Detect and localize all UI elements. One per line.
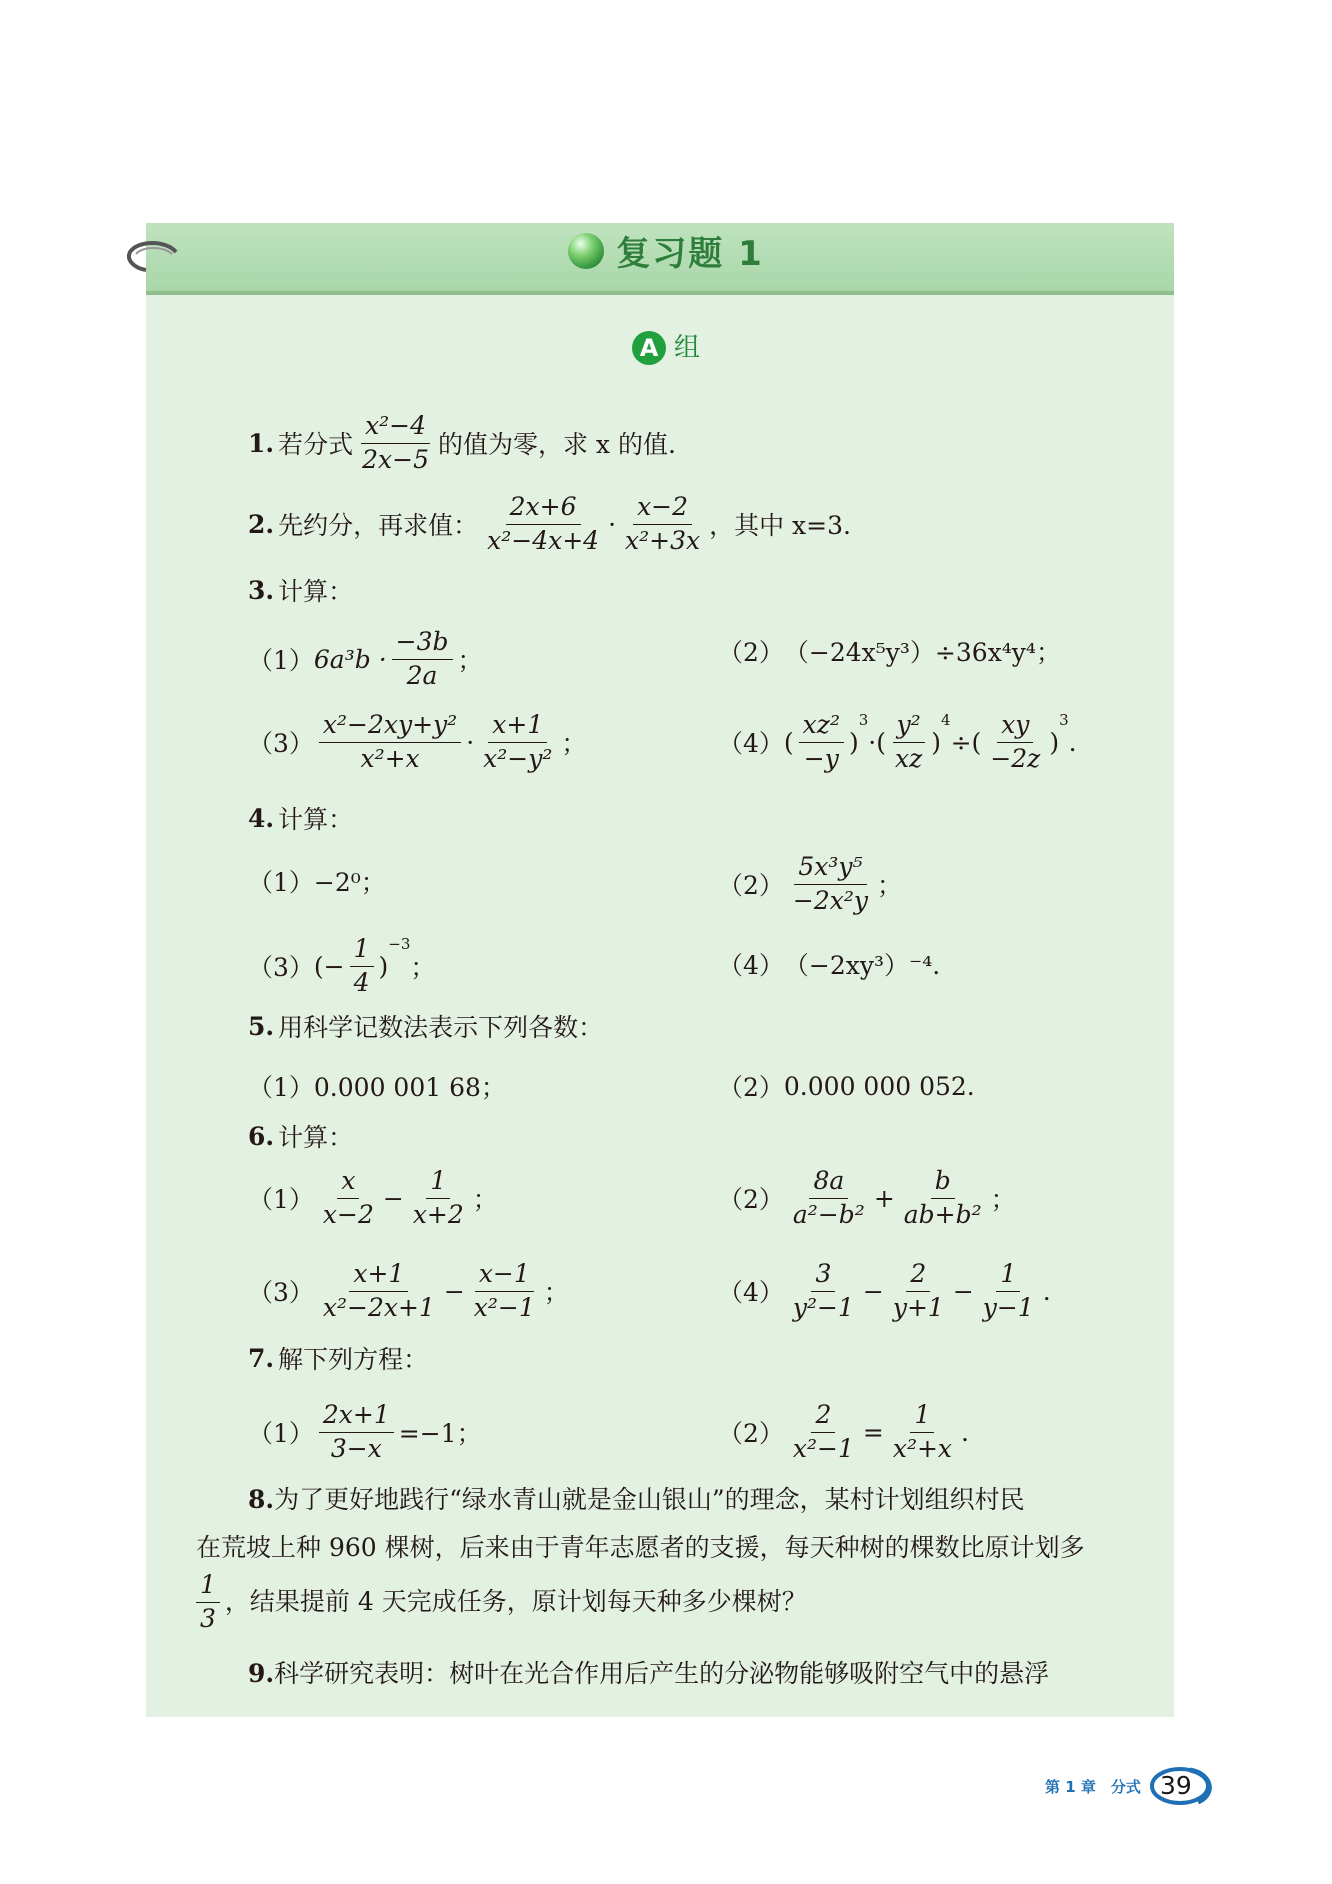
fraction: $\frac{2x+6}{\text{x²−4x+4}}$ xyxy=(487,492,600,555)
exponent: 4 xyxy=(941,711,951,729)
operator: − xyxy=(443,1276,465,1306)
fraction: $\frac{\text{y²}}{xz}$ xyxy=(891,711,926,774)
group-label: 组 xyxy=(673,333,700,363)
problem-number: 3. xyxy=(248,575,275,605)
sub-index: （2） xyxy=(718,1073,784,1102)
problem-number: 2. xyxy=(248,509,275,539)
problem-3-1 xyxy=(248,628,483,691)
sub-index: （2） xyxy=(718,1185,784,1215)
fraction: $\frac{x-1}{\text{x²−1}}$ xyxy=(473,1259,535,1322)
fraction: $\frac{1}{3}$ xyxy=(196,1571,220,1634)
fraction: $\frac{8a}{\text{a²−b²}}$ xyxy=(792,1166,865,1229)
fraction: $\frac{1}{y-1}$ xyxy=(982,1259,1034,1322)
sub-index: （1） xyxy=(248,646,314,676)
problem-text: 科学研究表明：树叶在光合作用后产生的分泌物能够吸附空气中的悬浮 xyxy=(274,1659,1050,1688)
punct: . xyxy=(1042,1276,1051,1306)
problem-5-1 xyxy=(248,1068,506,1104)
fraction: $\frac{1}{x+2}$ xyxy=(412,1166,464,1229)
problem-number: 1. xyxy=(248,428,275,458)
problem-4-2 xyxy=(718,853,902,916)
group-heading xyxy=(0,327,1332,365)
problem-9 xyxy=(196,1650,1146,1698)
problem-4-heading xyxy=(248,800,353,836)
problem-text: 若分式 xyxy=(278,430,354,460)
punct: . xyxy=(1068,727,1077,757)
expression: =−1； xyxy=(398,1419,482,1449)
expression: （−24x⁵y³）÷36x⁴y⁴； xyxy=(783,638,1061,667)
operator: = xyxy=(862,1417,884,1447)
problem-8 xyxy=(196,1476,1146,1632)
operator: · xyxy=(466,727,475,757)
fraction: $\frac{xy}{-2z}$ xyxy=(990,710,1041,773)
problem-text: 解下列方程： xyxy=(278,1345,429,1374)
expression: −2⁰； xyxy=(313,868,386,897)
fraction: $\frac{2}{\text{x²−1}}$ xyxy=(792,1400,854,1463)
fraction: $\frac{x+1}{\text{x²−y²}}$ xyxy=(483,710,553,773)
sub-index: （3） xyxy=(248,729,314,759)
problem-number: 6. xyxy=(248,1121,275,1151)
sub-index: （1） xyxy=(248,1185,314,1215)
problem-text: ，结果提前 4 天完成任务，原计划每天种多少棵树？ xyxy=(224,1587,807,1616)
title-wrap xyxy=(0,226,1332,275)
problem-text: 为了更好地践行“绿水青山就是金山银山”的理念，某村计划组织村民 xyxy=(274,1485,1025,1514)
problem-text: 的值为零，求 x 的值. xyxy=(437,430,676,460)
problem-3-4: （4） ( $\frac{\text{xz²}}{-y}$ ) $^3$ · ( $\frac{\text{y²}}{xz}$ ) $^4$ ÷ ( $\frac{xy}{-2z}$ ) $^3$ . xyxy=(718,710,1077,773)
problem-6-3 xyxy=(248,1260,569,1323)
punct: ； xyxy=(561,729,587,759)
sub-index: （3） xyxy=(248,953,314,983)
problem-3-heading xyxy=(248,572,353,608)
punct: ； xyxy=(457,646,483,676)
problem-6-2 xyxy=(718,1167,1016,1230)
sub-index: （4） xyxy=(718,1278,784,1308)
problem-text: 计算： xyxy=(278,1123,354,1152)
problem-number: 5. xyxy=(248,1011,275,1041)
fraction: $\frac{\text{x²−2xy+y²}}{\text{x²+x}}$ xyxy=(319,711,461,774)
problem-4-4 xyxy=(718,946,940,982)
problem-6-heading xyxy=(248,1118,353,1154)
punct: . xyxy=(961,1417,969,1447)
sub-index: （1） xyxy=(248,1073,314,1102)
fraction: $\frac{x}{x-2}$ xyxy=(322,1166,374,1229)
operator: · xyxy=(608,509,617,539)
fraction: $\frac{b}{\text{ab+b²}}$ xyxy=(903,1166,982,1229)
punct: ； xyxy=(877,871,903,901)
page-number: 39 xyxy=(1160,1771,1192,1800)
title-text: 复习题 1 xyxy=(616,234,764,274)
chapter-label: 第 1 章 分式 xyxy=(1045,1778,1141,1796)
problem-text: 用科学记数法表示下列各数： xyxy=(278,1013,604,1042)
problem-text: 计算： xyxy=(278,805,354,834)
problem-4-1 xyxy=(248,863,386,899)
problem-number: 9. xyxy=(248,1659,275,1688)
section-title xyxy=(568,226,764,275)
operator: · xyxy=(868,727,877,757)
problem-6-4 xyxy=(718,1260,1051,1323)
exponent: 3 xyxy=(1059,711,1069,729)
group-badge: A xyxy=(632,331,666,365)
fraction: $\frac{1}{4}$ xyxy=(350,935,374,998)
operator: − xyxy=(382,1183,404,1213)
fraction: $\frac{\text{5x³y⁵}}{\text{−2x²y}}$ xyxy=(792,852,869,915)
sub-index: （1） xyxy=(248,1419,314,1449)
problem-7-heading xyxy=(248,1340,428,1376)
sub-index: （1） xyxy=(248,868,314,897)
expression: 0.000 000 052. xyxy=(783,1071,975,1101)
operator: ÷ xyxy=(950,727,972,757)
punct: ； xyxy=(410,953,436,983)
page-number-badge xyxy=(1150,1766,1216,1806)
expression: 0.000 001 68； xyxy=(313,1073,506,1102)
sub-index: （4） xyxy=(718,729,784,759)
operator: − xyxy=(862,1276,884,1306)
problem-2 xyxy=(248,493,851,556)
problem-number: 4. xyxy=(248,803,275,833)
problem-3-3 xyxy=(248,711,586,774)
problem-number: 8. xyxy=(248,1485,275,1514)
fraction: $\frac{x-2}{\text{x²+3x}}$ xyxy=(625,492,701,555)
exponent: −3 xyxy=(388,935,411,953)
problem-6-1 xyxy=(248,1167,498,1230)
sub-index: （3） xyxy=(248,1278,314,1308)
fraction: $\frac{3}{\text{y²−1}}$ xyxy=(792,1259,854,1322)
fraction: $\frac{x+1}{\text{x²−2x+1}}$ xyxy=(322,1259,435,1322)
expression: （−2xy³）⁻⁴. xyxy=(783,951,941,980)
problem-1 xyxy=(248,412,676,475)
fraction: $\frac{2x+1}{3-x}$ xyxy=(319,1401,394,1464)
expression: 6a³b · xyxy=(313,644,387,674)
problem-text: 先约分，再求值： xyxy=(278,511,479,541)
sub-index: （2） xyxy=(718,871,784,901)
problem-4-3: （3） ( − $\frac{1}{4}$ ) $^{-3}$ ； xyxy=(248,934,436,997)
exponent: 3 xyxy=(858,711,869,729)
fraction: $\frac{\text{x²−4}}{2x-5}$ xyxy=(362,411,429,474)
problem-5-heading xyxy=(248,1008,603,1044)
punct: ； xyxy=(990,1185,1016,1215)
punct: ； xyxy=(543,1278,569,1308)
problem-3-2 xyxy=(718,633,1061,669)
problem-7-2 xyxy=(718,1401,969,1464)
problem-text: ，其中 x=3. xyxy=(709,511,851,541)
fraction: $\frac{-3b}{2a}$ xyxy=(392,628,453,691)
sub-index: （2） xyxy=(718,1419,784,1449)
problem-text: 计算： xyxy=(278,577,354,606)
problem-text: 在荒坡上种 960 棵树，后来由于青年志愿者的支援，每天种树的棵数比原计划多 xyxy=(196,1533,1085,1562)
operator: − xyxy=(952,1276,974,1306)
punct: ； xyxy=(472,1185,498,1215)
problem-number: 7. xyxy=(248,1343,275,1373)
problem-7-1 xyxy=(248,1401,482,1464)
fraction: $\frac{1}{\text{x²+x}}$ xyxy=(892,1400,953,1463)
fraction: $\frac{2}{y+1}$ xyxy=(892,1259,944,1322)
operator: + xyxy=(873,1183,895,1213)
problem-5-2 xyxy=(718,1068,975,1104)
sub-index: （4） xyxy=(718,951,784,980)
sub-index: （2） xyxy=(718,638,784,667)
green-ball-icon xyxy=(568,233,604,269)
fraction: $\frac{\text{xz²}}{-y}$ xyxy=(799,711,844,774)
operator: − xyxy=(323,951,345,981)
